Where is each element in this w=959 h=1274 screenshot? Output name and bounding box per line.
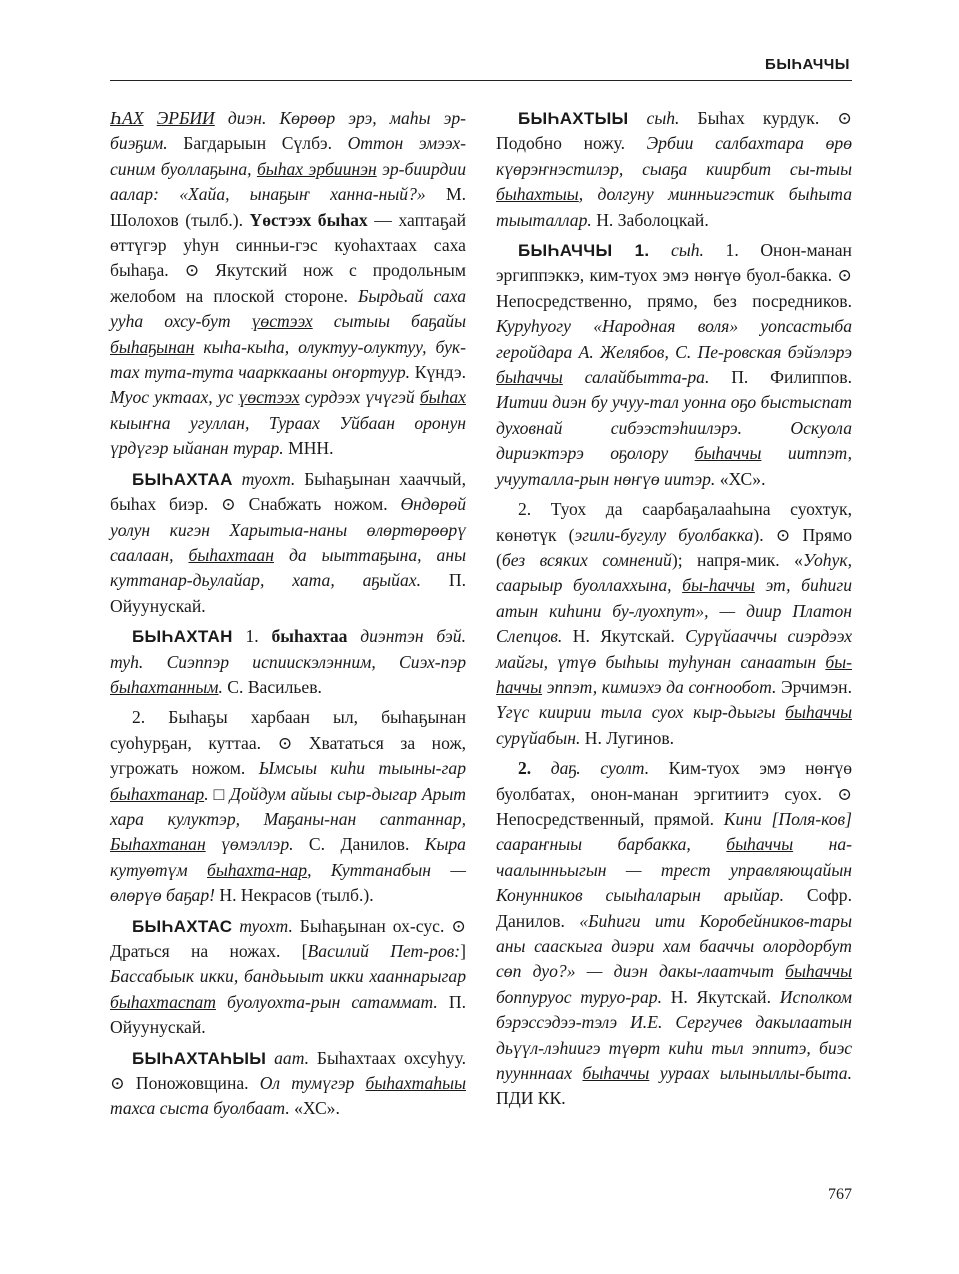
entry-text: С. Данилов. (293, 834, 425, 855)
entry-text: Ким-туох эмэ нөҥүө буолбатах, онон-манан эргитиитэ суох. ⊙ Непосредственный, прямой. (496, 758, 852, 829)
italic-text: . (204, 783, 214, 804)
entry-text: М. Шолохов (тылб.). (110, 184, 466, 230)
example-keyword: быһах эрбиинэн (256, 158, 377, 179)
bold-term: 2. (518, 758, 532, 779)
italic-text: сурүйабын. (496, 727, 581, 748)
italic-text: туохт. (232, 915, 293, 936)
dictionary-entry (110, 705, 466, 908)
entry-text: Н. Лугинов. (580, 727, 675, 748)
italic-text: без всяких сомнений (501, 549, 672, 570)
entry-text: Эрчимэн. (776, 676, 852, 697)
entry-text: «ХС». (289, 1098, 340, 1119)
example-keyword: быһахтаан (188, 544, 274, 565)
entry-text: Н. Заболоцкай. (591, 209, 709, 230)
example-keyword: быһахта-нар (207, 859, 308, 880)
italic-text: диэнтэн бэй. туһ. Сиэппэр испиискэлэнним, Сиэх-пэр (110, 626, 466, 672)
entry-text: □ (213, 783, 230, 804)
dictionary-entry (496, 756, 852, 1112)
italic-text: туохт. (232, 468, 296, 489)
entry-text: «ХС». (715, 468, 766, 489)
example-keyword: быһахтанным (110, 676, 219, 697)
italic-text: Куруһуогу «Народная воля» уопсастыба геройдара А. Желябов, С. Пе-ровская бэйэлэрэ (496, 316, 852, 362)
italic-text: эппэт, кимиэхэ да соҥнообот. (542, 676, 777, 697)
entry-text: П. Филиппов. (709, 367, 852, 388)
italic-text: Ол тумүгэр (259, 1073, 366, 1094)
entry-text: Күндэ. (410, 362, 467, 383)
example-keyword: быһаччы (785, 702, 852, 723)
italic-text: , Куттанабын — өлөрүө баҕар! (110, 859, 466, 906)
italic-text: Кыра кутуөтүм (110, 834, 466, 880)
example-keyword: Быһахтанан (110, 834, 206, 855)
entry-text: Быһаҕынан ох-сус. ⊙ Драться на ножах. [ (110, 915, 466, 961)
example-keyword: быһаччы (582, 1063, 650, 1084)
italic-text: Ымсыы киһи тыыны-гар (258, 758, 466, 779)
dictionary-entry (110, 624, 466, 700)
italic-text: буолуохта-рын сатаммат. (216, 991, 438, 1012)
entry-text: Н. Некрасов (тылб.). (214, 885, 374, 906)
italic-text: Исполком бэрэссэдээ-тэлэ И.Е. Сергучев дакылаатын дьүүл-лэһиигэ түөрт киһи тыл эппитэ, биэс пуунннаах (496, 986, 853, 1084)
left-column (110, 106, 466, 1127)
headword: БЫҺАЧЧЫ 1. (518, 241, 650, 261)
headword: БЫҺАХТАҺЫЫ (132, 1048, 267, 1068)
right-column (496, 106, 852, 1117)
entry-text: Багдарыын Сүлбэ. (167, 133, 348, 154)
entry-text: Софр. Данилов. (496, 885, 852, 931)
entry-text: Быһах курдук. ⊙ Подобно ножу. (496, 108, 852, 154)
entry-text: ); напря-мик. « (671, 549, 803, 570)
dictionary-entry (110, 914, 466, 1041)
entry-text: — хаптаҕай өттүгэр уһун синньи-гэс куоһахтаах саха быһаҕа. ⊙ Якутский нож с продольным желобом на плоской стороне. (110, 209, 466, 306)
entry-text: 2. Туох да саарбаҕалааһына суохтук, көнөтүк ( (496, 499, 852, 545)
italic-text: эгили-бугулу буолбакка (574, 524, 754, 545)
italic-text: Бырдьай саха ууһа охсу-бут (110, 285, 466, 332)
entry-text: 1. (232, 626, 272, 647)
entry-text (144, 108, 157, 128)
italic-text: эр-биирдии аалар: «Хайа, ынаҕыҥ ханна-ный?» (110, 158, 467, 205)
running-title: БЫҺАЧЧЫ (765, 56, 850, 73)
example-keyword: быһахтанар (110, 783, 205, 804)
entry-text: ] (460, 941, 466, 961)
example-keyword: быһаччы (726, 834, 794, 855)
entry-text: Н. Якутскай. (661, 986, 780, 1007)
italic-text: Василий Пет-ров: (307, 941, 461, 961)
italic-text: аат. (266, 1047, 310, 1068)
italic-text: на-чаалынньыгын — трест управляющайын Конунников сыыһаларын арыйар. (496, 834, 852, 906)
italic-text: даҕ. суолт. (531, 758, 650, 779)
entry-text: П. Ойуунускай. (110, 991, 466, 1038)
example-keyword: ҺАХ (110, 108, 144, 128)
italic-text: салайбытта-ра. (562, 367, 710, 388)
example-keyword: үөстээх (251, 311, 313, 332)
example-keyword: бы-һаччы (682, 575, 755, 596)
italic-text: үөмэллэр. (205, 834, 294, 855)
example-keyword: быһаччы (496, 367, 563, 388)
running-header (110, 56, 852, 81)
dictionary-entry (110, 106, 466, 462)
italic-text: сытыы баҕайы (312, 311, 466, 332)
italic-text: Уоһук, саарыыр буоллаххына, (496, 549, 852, 596)
italic-text: Эрбии салбахтара өрө күөрэҥнэстилэр, сыаҕа киирбит сы-тыы (496, 133, 852, 179)
entry-text: Быһаҕынан хааччый, быһах биэр. ⊙ Снабжать ножом. (110, 468, 466, 515)
italic-text: кыһа-кыһа, олуктуу-олуктуу, бук-тах тута-тута чаарккааны оҥортуур. (110, 336, 466, 383)
page-number: 767 (828, 1186, 852, 1203)
example-keyword: бы-һаччы (496, 651, 852, 697)
example-keyword: быһаччы (694, 443, 762, 464)
headword: БЫҺАХТАС (132, 916, 233, 936)
headword: БЫҺАХТАА (132, 469, 233, 489)
entry-text: МНН. (283, 438, 334, 459)
entry-text: 2. Быһаҕы харбаан ыл, быһаҕынан суоһурҕан, куттаа. ⊙ Хвататься за нож, угрожать ножом. (110, 707, 466, 779)
example-keyword: быһахтыы (496, 184, 579, 205)
italic-text: «Биһиги ити Коробейников-тары аны сааскыга диэри хам бааччы олордорбут сөп дуо?» — диэн дакы-лаатчыт (496, 910, 852, 982)
italic-text: Өндөрөй уолун кигэн Харытыа-наны өлөртөрөөрү саалаан, (110, 494, 466, 565)
entry-text: 1. Онон-манан эргиппэккэ, ким-туох эмэ нөҥүө буол-бакка. ⊙ Непосредственно, прямо, без посредников. (496, 240, 852, 311)
entry-text: ПДИ КК. (496, 1088, 566, 1109)
italic-text: Иитии диэн бу учуу-тал уонна оҕо быстыспат духовнай сибээстэһиилэрэ. Оскуола дириэктэрэ оҕолору (496, 392, 852, 464)
example-keyword: быһах (419, 387, 466, 408)
italic-text: диэн. Көрөөр эрэ, маһы эр-биэҕим. (110, 108, 466, 154)
headword: БЫҺАХТЫЫ (518, 109, 629, 128)
dictionary-entry (496, 106, 852, 233)
example-keyword: быһахтаспат (110, 991, 216, 1012)
italic-text: уураах ылыныллы-быта. (649, 1063, 852, 1084)
italic-text: тахса сыста буолбаат. (110, 1098, 290, 1119)
italic-text: Кини [Поля-ков] саараҥныы барбакка, (496, 808, 852, 855)
bold-term: быһахтаа (271, 626, 348, 647)
entry-text: Быһахтаах охсуһуу. ⊙ Поножовщина. (110, 1047, 467, 1094)
entry-text: Н. Якутскай. (562, 626, 686, 647)
dictionary-entry (110, 467, 466, 619)
italic-text: Үгүс киирии тыла суох кыр-дьыгы (496, 702, 786, 723)
italic-text: Муос уктаах, ус (110, 387, 239, 408)
italic-text: кыыҥна угуллан, Тураах Уйбаан оронун үрдүгэр ыйанан турар. (110, 412, 466, 459)
example-keyword: быһахтаһыы (365, 1073, 466, 1094)
italic-text: . (218, 676, 223, 697)
example-keyword: быһаҕынан (110, 336, 195, 357)
headword: БЫҺАХТАН (132, 627, 233, 647)
italic-text: Дойдум айыы сыр-дыгар Арыт хара кулуктэр, Маҕаны-нан саптаннар, (110, 783, 466, 829)
italic-text: сыһ. (628, 108, 680, 128)
dictionary-entry (496, 497, 852, 751)
italic-text: да ыыттаҕына, аны куттанар-дьулайар, хата, аҕыйах. (110, 544, 466, 591)
entry-text: П. Ойуунускай. (110, 570, 466, 616)
italic-text: сыһ. (649, 240, 704, 261)
italic-text: Оттон эмээх-синим буоллаҕына, (110, 133, 466, 179)
entry-text: С. Васильев. (222, 676, 322, 697)
italic-text: Бассабыык икки, бандьыыт икки хааннарыгар (110, 966, 466, 987)
italic-text: боппуруос туруо-рар. (496, 986, 662, 1007)
italic-text: сурдээх үчүгэй (299, 387, 420, 408)
italic-text: Сурүйааччы сиэрдээх майгы, үтүө быһыы туһунан санаатын (496, 626, 853, 672)
dictionary-entry (496, 238, 852, 492)
italic-text: эт, биһиги атын киһини бу-луохпут», — диир Платон Слепцов. (496, 575, 852, 647)
italic-text: , долгуну минньигэстик быһыта тыыталлар. (496, 184, 852, 230)
example-keyword: быһаччы (785, 961, 852, 982)
bold-term: Үөстээх быһах (249, 209, 368, 230)
italic-text: иитпэт, учууталла-рын нөҥүө иитэр. (496, 443, 852, 489)
dictionary-entry (110, 1046, 466, 1122)
entry-text: ). ⊙ Прямо ( (496, 524, 852, 570)
example-keyword: ЭРБИИ (156, 108, 215, 128)
example-keyword: үөстээх (238, 387, 300, 408)
